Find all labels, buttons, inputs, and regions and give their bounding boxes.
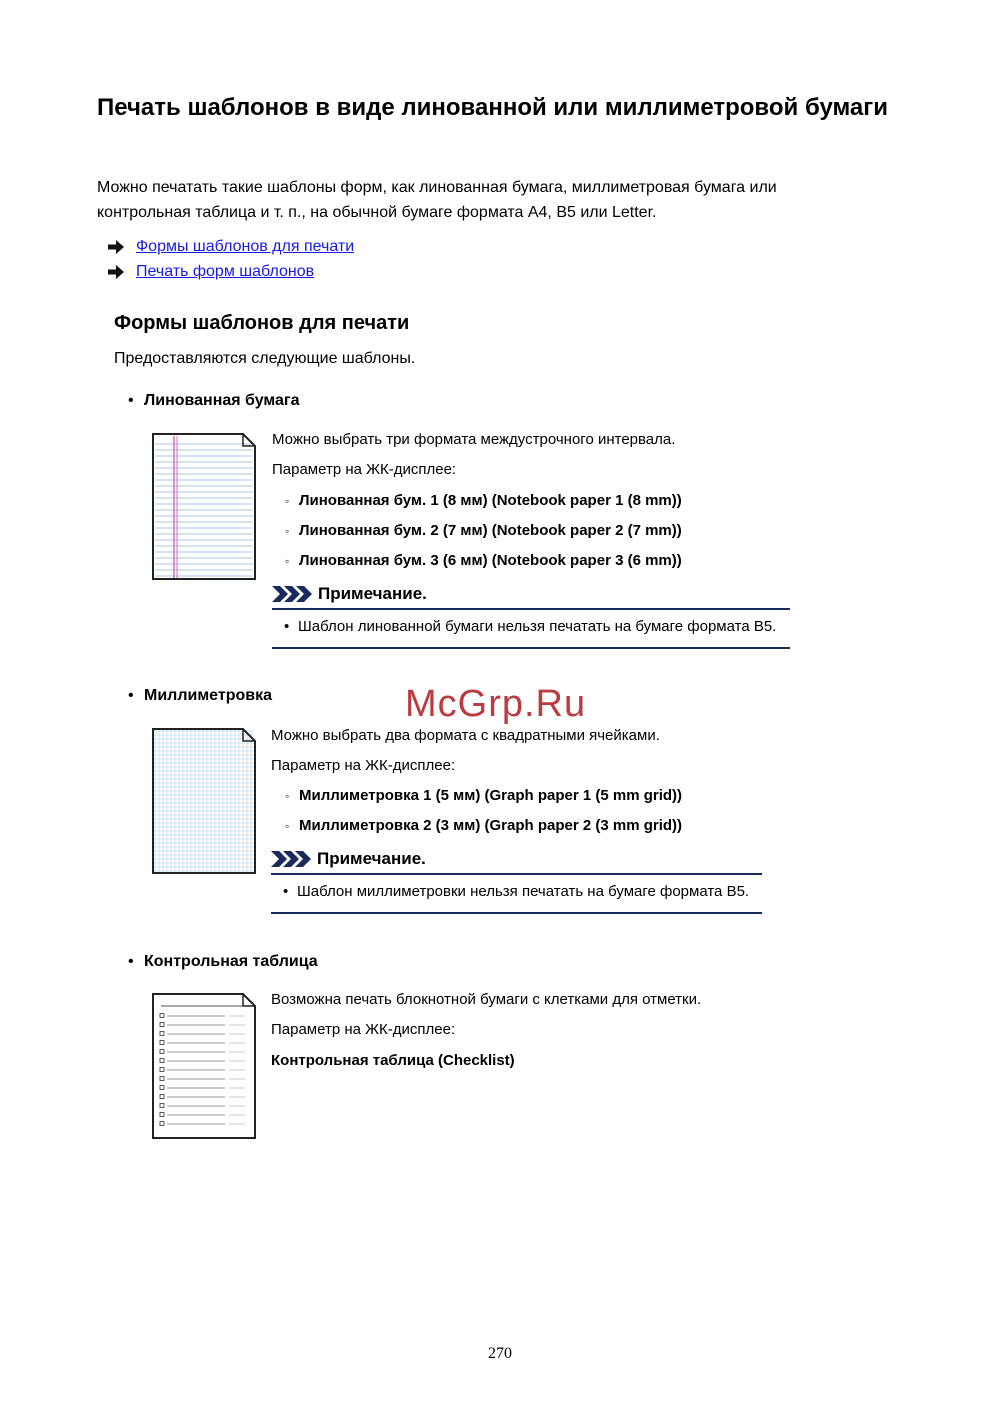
page-title: Печать шаблонов в виде линованной или миллиметровой бумаги <box>97 94 889 121</box>
checkbox-mark <box>160 1122 164 1126</box>
checkbox-mark <box>160 1086 164 1090</box>
checklist-thumbnail <box>151 992 257 1140</box>
checkbox-mark <box>160 1041 164 1045</box>
watermark: McGrp.Ru <box>405 683 587 725</box>
graph-paper-thumbnail <box>151 727 257 875</box>
lcd-option: Контрольная таблица (Checklist) <box>271 1052 515 1069</box>
section-lead: Предоставляются следующие шаблоны. <box>114 350 416 367</box>
lcd-option: ◦ Линованная бум. 1 (8 мм) (Notebook paper 1 (8 mm)) <box>285 492 682 509</box>
link-template-forms[interactable]: Формы шаблонов для печати <box>136 238 355 255</box>
template-heading: • Линованная бумага <box>128 392 300 409</box>
template-description: Можно выбрать три формата междустрочного интервала. <box>272 431 676 448</box>
checkbox-mark <box>160 1077 164 1081</box>
lcd-option: ◦ Линованная бум. 3 (6 мм) (Notebook paper 3 (6 mm)) <box>285 552 682 569</box>
note-box: • Шаблон миллиметровки нельзя печатать на бумаге формата B5. <box>271 873 762 914</box>
checkbox-mark <box>160 1050 164 1054</box>
checkbox-mark <box>160 1014 164 1018</box>
checkbox-mark <box>160 1023 164 1027</box>
link-print-templates[interactable]: Печать форм шаблонов <box>136 263 315 280</box>
lcd-label: Параметр на ЖК-дисплее: <box>271 757 456 774</box>
note-box: • Шаблон линованной бумаги нельзя печатать на бумаге формата B5. <box>272 608 790 649</box>
note-arrows-icon <box>272 586 312 602</box>
note-arrows-icon <box>271 851 311 867</box>
section-heading: Формы шаблонов для печати <box>114 312 410 334</box>
lcd-option: ◦ Миллиметровка 2 (3 мм) (Graph paper 2 (3 mm grid)) <box>285 817 683 834</box>
lcd-label: Параметр на ЖК-дисплее: <box>272 461 457 478</box>
arrow-right-icon <box>108 240 124 254</box>
intro-paragraph: Можно печатать такие шаблоны форм, как линованная бумага, миллиметровая бумага или контрольная таблица и т. п., на обычной бумаге формата A4, B5 или Letter. <box>97 179 777 221</box>
checkbox-mark <box>160 1032 164 1036</box>
template-heading: • Контрольная таблица <box>128 953 318 970</box>
note-heading: Примечание. <box>272 583 427 605</box>
template-heading: • Миллиметровка <box>128 687 272 704</box>
arrow-right-icon <box>108 265 124 279</box>
lcd-label: Параметр на ЖК-дисплее: <box>271 1021 456 1038</box>
link-item <box>108 262 314 282</box>
lcd-option: ◦ Миллиметровка 1 (5 мм) (Graph paper 1 (5 mm grid)) <box>285 787 683 804</box>
checkbox-mark <box>160 1113 164 1117</box>
template-description: Возможна печать блокнотной бумаги с клетками для отметки. <box>271 991 702 1008</box>
page-number: 270 <box>488 1345 512 1362</box>
ruled-paper-thumbnail <box>151 432 257 581</box>
link-item <box>108 237 354 257</box>
lcd-option: ◦ Линованная бум. 2 (7 мм) (Notebook paper 2 (7 mm)) <box>285 522 682 539</box>
template-description: Можно выбрать два формата с квадратными ячейками. <box>271 727 660 744</box>
note-heading: Примечание. <box>271 848 426 870</box>
checkbox-mark <box>160 1095 164 1099</box>
checkbox-mark <box>160 1059 164 1063</box>
checkbox-mark <box>160 1104 164 1108</box>
checkbox-mark <box>160 1068 164 1072</box>
